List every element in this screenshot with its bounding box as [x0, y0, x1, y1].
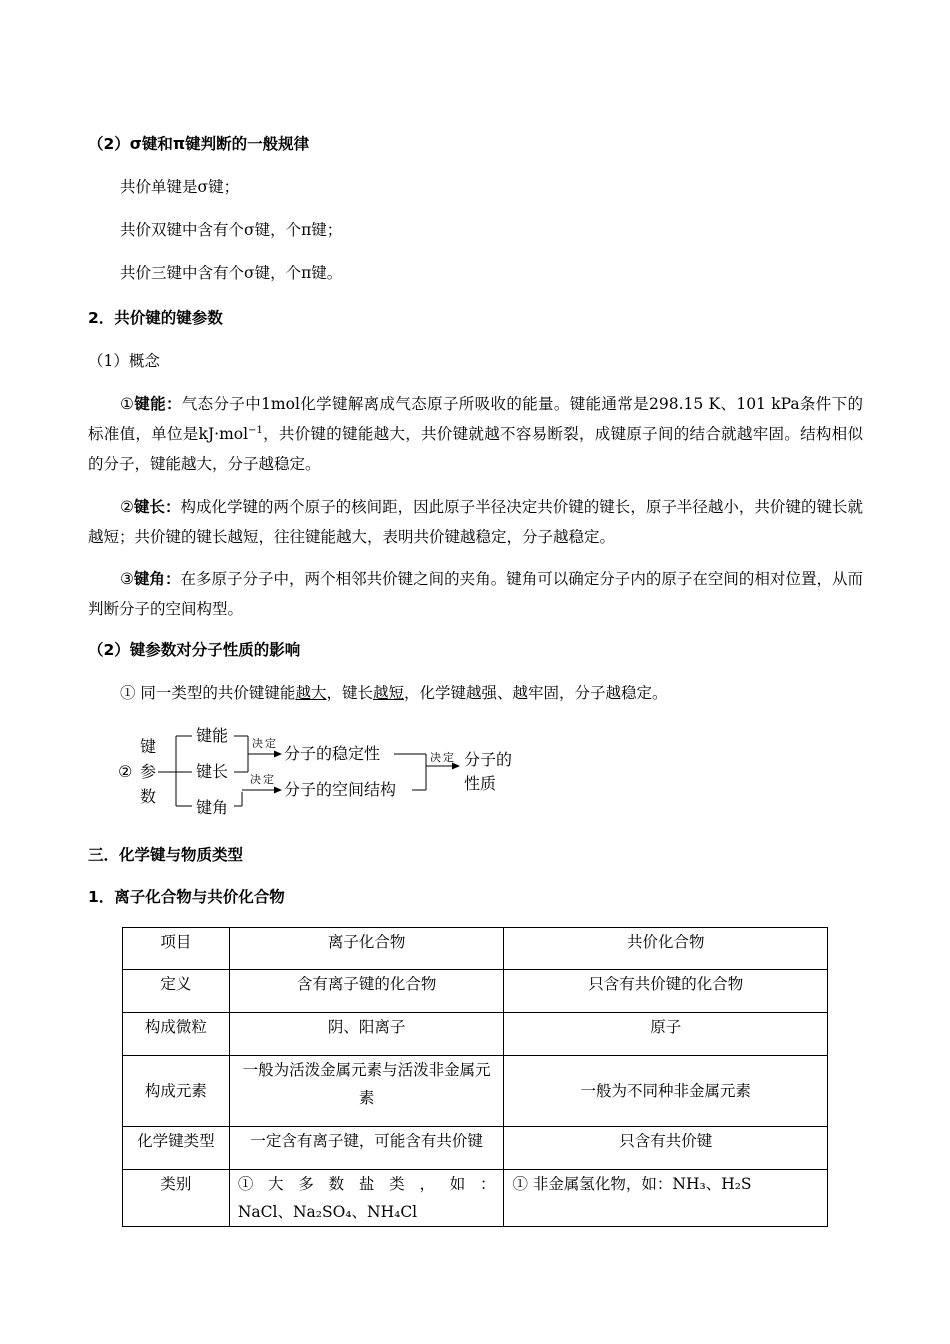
cell-line: NaCl、Na₂SO₄、NH₄Cl — [237, 1203, 418, 1221]
table-cell: 阴、阳离子 — [229, 1013, 504, 1056]
text: ，化学键越强、越牢固，分子越稳定。 — [403, 684, 668, 702]
marker: ③ — [120, 570, 134, 588]
header-cell: 项目 — [123, 928, 230, 970]
rule-single-bond: 共价单键是σ键； — [120, 178, 240, 196]
diagram-param-angle: 键角 — [196, 798, 229, 817]
marker: ① — [120, 395, 135, 413]
marker: ② — [120, 498, 134, 516]
table-cell: 化学键类型 — [123, 1127, 230, 1170]
table-cell: ① 非金属氢化物，如：NH₃、H₂S — [504, 1170, 828, 1227]
text: ，共价键的键能越大，共价键就越不容易断裂，成键原子间的结合就越牢固。结构相似的分子，键能越大，分子越稳定。 — [88, 425, 863, 473]
text: 在多原子分子中，两个相邻共价键之间的夹角。键角可以确定分子内的原子在空间的相对位置，从而判断分子的空间构型。 — [88, 570, 863, 618]
table-cell: 一般为不同种非金属元素 — [504, 1056, 828, 1127]
table-cell: 构成元素 — [123, 1056, 230, 1127]
diagram-root-char: 参 — [140, 762, 157, 781]
text: ① 同一类型的共价键键能 — [120, 684, 296, 702]
header-cell: 离子化合物 — [229, 928, 504, 970]
table-cell — [229, 1170, 504, 1227]
diagram-param-energy: 键能 — [196, 726, 229, 745]
result-spatial-structure: 分子的空间结构 — [284, 780, 397, 799]
table-row — [123, 970, 828, 1013]
text: 构成化学键的两个原子的核间距，因此原子半径决定共价键的键长，原子半径越小，共价键的键长就越短；共价键的键长越短，往往键能越大，表明共价键越稳定，分子越稳定。 — [88, 498, 863, 546]
table-cell: 构成微粒 — [123, 1013, 230, 1056]
rule-triple-bond: 共价三键中含有个σ键，个π键。 — [120, 264, 343, 282]
paragraph-bond-angle — [88, 564, 863, 624]
table-cell: 原子 — [504, 1013, 828, 1056]
heading-parameter-influence: （2）键参数对分子性质的影响 — [88, 641, 301, 659]
subheading-concept: （1）概念 — [88, 352, 160, 370]
term-bond-length: 键长： — [133, 498, 181, 516]
table-row — [123, 1127, 828, 1170]
result-molecular-property: 分子的 — [464, 750, 513, 769]
text: 气态分子中1mol化学键解离成气态原子所吸收的能量。键能通常是298.15 K、101 kPa条件下的标准值，单位是kJ·mol — [88, 395, 863, 443]
rule-double-bond: 共价双键中含有个σ键，个π键； — [120, 221, 343, 239]
diagram-connectors — [116, 722, 536, 822]
table-cell: 只含有共价键的化合物 — [504, 970, 828, 1013]
result-molecular-property: 性质 — [464, 774, 497, 793]
underlined-term: 越短 — [372, 684, 404, 702]
paragraph-bond-energy — [88, 389, 863, 479]
decide-label: 决定 — [252, 737, 278, 750]
decide-label: 决定 — [430, 751, 456, 764]
diagram-root-char: 键 — [140, 737, 157, 756]
section-chemical-bond-and-substance-type: 三．化学键与物质类型 — [88, 846, 244, 864]
diagram-marker: ② — [118, 762, 133, 781]
table-cell: 一定含有离子键，可能含有共价键 — [229, 1127, 504, 1170]
diagram-param-length: 键长 — [196, 762, 229, 781]
diagram-root-char: 数 — [140, 787, 157, 806]
header-cell: 共价化合物 — [504, 928, 828, 970]
cell-line: ① 大 多 数 盐 类 ， 如 ： — [237, 1175, 496, 1193]
term-bond-energy: 键能： — [134, 395, 182, 413]
table-cell: 定义 — [123, 970, 230, 1013]
table-cell: 只含有共价键 — [504, 1127, 828, 1170]
comparison-table — [122, 927, 828, 1227]
table-cell: 一般为活泼金属元素与活泼非金属元素 — [229, 1056, 504, 1127]
table-row — [123, 1056, 828, 1127]
paragraph-bond-length — [88, 492, 863, 552]
influence-statement — [120, 683, 668, 703]
result-stability: 分子的稳定性 — [284, 744, 381, 763]
heading-sigma-pi-rules: （2）σ键和π键判断的一般规律 — [88, 135, 310, 153]
table-cell: 类别 — [123, 1170, 230, 1227]
table-row — [123, 1013, 828, 1056]
section-bond-parameters: 2．共价键的键参数 — [88, 309, 223, 327]
table-row — [123, 1170, 828, 1227]
decide-label: 决定 — [250, 773, 276, 786]
bond-parameter-diagram — [116, 722, 536, 822]
table-cell: 含有离子键的化合物 — [229, 970, 504, 1013]
underlined-term: 越大 — [295, 684, 327, 702]
table-header-row — [123, 928, 828, 970]
text: ，键长 — [326, 684, 373, 702]
superscript: −1 — [248, 424, 263, 436]
section-ionic-vs-covalent: 1．离子化合物与共价化合物 — [88, 888, 285, 906]
term-bond-angle: 键角： — [133, 570, 181, 588]
